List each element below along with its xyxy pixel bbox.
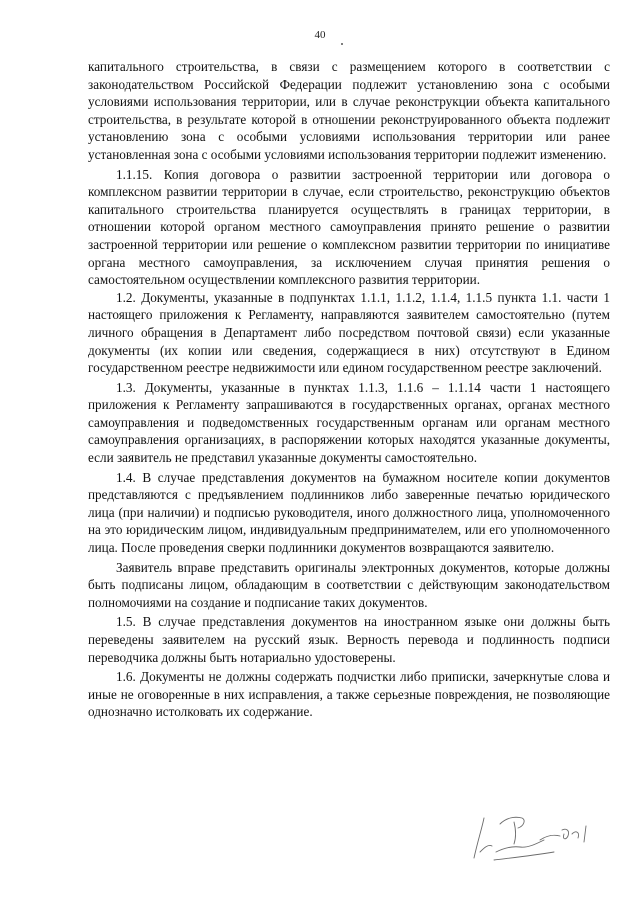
paragraph-1-5: 1.5. В случае представления документов на иностранном языке они должны быть переведены заявителем на русский язык. Верность перевода и подлинность подписи переводчика должны быть нотариально удостоверены. [88,614,610,665]
paragraph-1-1-15: 1.1.15. Копия договора о развитии застроенной территории или договора о комплексном развитии территории в случае, если строительство, реконструкцию объектов капитального строительства планируется осуществлять в границах территории, в отношении которой органом местного самоуправления принято решение о развитии застроенной территории или решение о комплексном развитии территории по инициативе органа местного самоуправления, за исключением случая принятия решения о самостоятельном осуществлении комплексного развития территории. [88,166,610,288]
handwritten-signature-mark [470,800,600,870]
scan-speck [341,43,343,45]
paragraph-1-2: 1.2. Документы, указанные в подпунктах 1.1.1, 1.1.2, 1.1.4, 1.1.5 пункта 1.1. части 1 настоящего приложения к Регламенту, направляются заявителем самостоятельно (путем личного обращения в Департамент либо посредством почтовой связи) если указанные документы (их копии или сведения, содержащиеся в них) отсутствуют в Едином государственном реестре недвижимости или едином государственном реестре заключений. [88,289,610,376]
paragraph-continuation: капитального строительства, в связи с размещением которого в соответствии с законодательством Российской Федерации подлежит установлению зона с особыми условиями использования территории, или в случае реконструкции объекта капитального строительства, в результате которой в отношении реконструированного объекта подлежит установлению зона с особыми условиями использования территории или ранее установленная зона с особыми условиями использования территории подлежит изменению. [88,59,610,162]
document-body [88,58,610,721]
paragraph-1-4: 1.4. В случае представления документов на бумажном носителе копии документов представляются с предъявлением подлинников либо заверенные печатью юридического лица (при наличии) и подписью руководителя, иного должностного лица, уполномоченного на это юридическим лицом, индивидуальным предпринимателем, или его уполномоченного лица. После проведения сверки подлинники документов возвращаются заявителю. [88,469,610,556]
paragraph-1-6: 1.6. Документы не должны содержать подчистки либо приписки, зачеркнутые слова и иные не оговоренные в них исправления, а также серьезные повреждения, не позволяющие однозначно истолковать их содержание. [88,669,610,720]
page-number: 40 [314,29,326,41]
paragraph-applicant-right: Заявитель вправе представить оригиналы электронных документов, которые должны быть подписаны лицом, обладающим в соответствии с действующим законодательством полномочиями на создание и подписание таких документов. [88,559,610,610]
paragraph-1-3: 1.3. Документы, указанные в пунктах 1.1.3, 1.1.6 – 1.1.14 части 1 настоящего приложения к Регламенту запрашиваются в государственных органах, органах местного самоуправления и подведомственных государственным органам или органам местного самоуправления организациях, в распоряжении которых находятся указанные документы, если заявитель не представил указанные документы самостоятельно. [88,379,610,466]
